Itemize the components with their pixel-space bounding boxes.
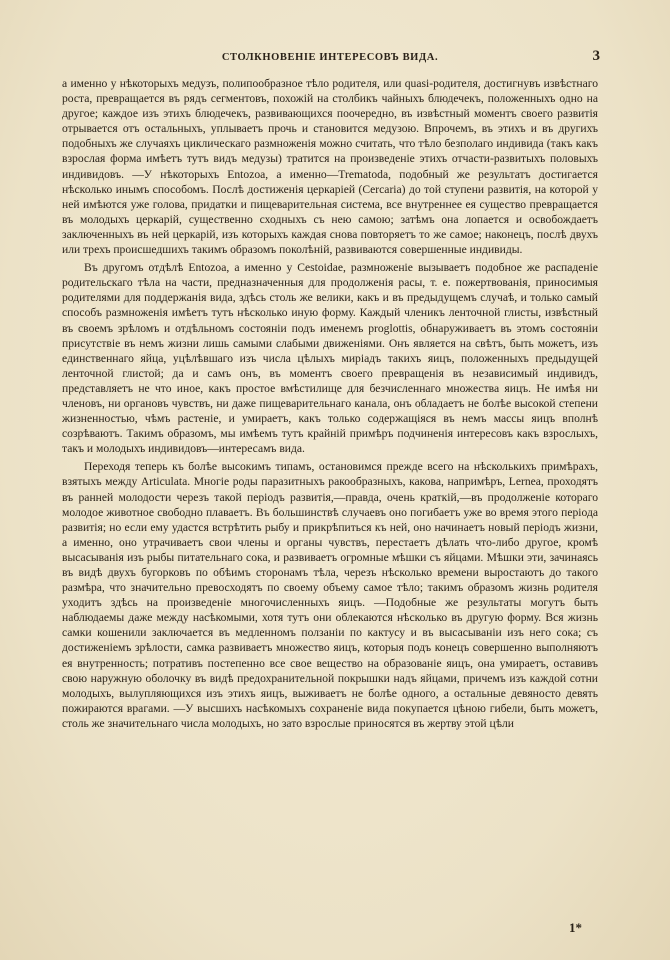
page-number: 3 [592, 48, 600, 64]
running-title: СТОЛКНОВЕНІЕ ИНТЕРЕСОВЪ ВИДА. [221, 52, 439, 63]
paragraph-1: а именно у нѣкоторыхъ медузъ, полипообразное тѣло родителя, или quasi-родителя, достигнувъ извѣстнаго роста, превращается въ рядъ сегментовъ, похожій на столбикъ чайныхъ блюдечекъ, положенныхъ одно на другое; каждое изъ этихъ блюдечекъ, развивающихся поочередно, въ извѣстный моментъ своего развитія отрывается отъ остальныхъ, уплываетъ прочь и становится медузою. Впрочемъ, въ этихъ и въ другихъ подобныхъ же случаяхъ циклическаго размноженія можно считать, что тѣло безполаго индивида (такъ какъ взрослая форма имѣетъ тутъ видъ медузы) тратится на произведеніе этихъ отчасти-развитыхъ половыхъ индивидовъ. —У нѣкоторыхъ Entozoa, а именно—Trematoda, подобный же результатъ достигается нѣсколько инымъ способомъ. Послѣ достиженія церкаріей (Cercaria) до той ступени развитія, на которой у ней имѣются уже голова, придатки и пищеварительная система, все внутреннее ея существо превращается въ молодыхъ церкарій, существенно сходныхъ съ нею самою; затѣмъ она лопается и освобождаетъ заключенныхъ въ ней церкарій, изъ которыхъ каждая снова повторяетъ то же самое; наконецъ, послѣ двухъ или трехъ происшедшихъ такимъ образомъ поколѣній, развиваются совершенные индивиды. [62, 77, 598, 257]
signature-mark: 1* [569, 920, 582, 935]
body-text [62, 76, 598, 734]
paragraph-3: Переходя теперь къ болѣе высокимъ типамъ, остановимся прежде всего на нѣсколькихъ примѣрахъ, взятыхъ между Articulata. Многіе роды паразитныхъ ракообразныхъ, какова, напримѣръ, Lernea, проходятъ въ ранней молодости черезъ такой періодъ развитія,—правда, очень краткій,—въ продолженіе котораго молодое животное свободно плаваетъ. Въ большинствѣ случаевъ оно погибаетъ уже во время этого періода развитія; но если ему удастся встрѣтить рыбу и прикрѣпиться къ ней, оно начинаетъ новый періодъ жизни, а именно, оно утрачиваетъ свои члены и органы чувствъ, перестаетъ дѣлать что-либо другое, кромѣ высасыванія изъ рыбы питательнаго сока, и развиваетъ огромные мѣшки съ яйцами. Мѣшки эти, зачинаясь въ видѣ двухъ бугорковъ по обѣимъ сторонамъ тѣла, черезъ нѣсколько времени выростаютъ до такого размѣра, что значительно превосходятъ по своему объему самое тѣло; такимъ образомъ жизнь родителя уходитъ здѣсь на произведеніе многочисленныхъ яицъ. —Подобные же результаты могутъ быть наблюдаемы даже между насѣкомыми, хотя тутъ они облекаются нѣсколько въ другую форму. Вся жизнь самки кошенили заключается въ медленномъ ползаніи по кактусу и въ высасываніи изъ него сока; съ достиженіемъ зрѣлости, самка развиваетъ множество яицъ, которыя подъ конецъ совершенно выполняютъ ея внутренность; потративъ постепенно все свое вещество на образованіе яицъ, она умираетъ, оставивъ свою наружную оболочку въ видѣ предохранительной покрышки надъ яйцами, причемъ изъ каждой сотни молодыхъ, вылупляющихся изъ этихъ яицъ, выживаетъ не болѣе одного, а остальные девяносто девять пожираются врагами. —У высшихъ насѣкомыхъ сохраненіе вида покупается цѣною гибели, быть можетъ, столь же значительнаго числа молодыхъ, но зато взрослые приносятся въ жертву этой цѣли [62, 460, 598, 730]
paragraph-2: Въ другомъ отдѣлѣ Entozoa, а именно у Cestoidae, размноженіе вызываетъ подобное же распаденіе родительскаго тѣла на части, предназначенныя для продолженія расы, т. е. пожертвованія, приносимыя родителями для поддержанія вида, здѣсь столь же велики, какъ и въ предыдущемъ случаѣ, и только самый способъ размноженія имѣетъ тутъ нѣсколько иную форму. Каждый членикъ ленточной глисты, извѣстный въ своемъ зрѣломъ и отдѣльномъ состояніи подъ именемъ proglottis, обнаруживаетъ въ этомъ состояніи присутствіе въ немъ жизни лишь самыми слабыми движеніями. Онъ является на свѣтъ, быть можетъ, изъ единственнаго яйца, уцѣлѣвшаго изъ числа цѣлыхъ миріадъ такихъ яицъ, положенныхъ предыдущей ленточной глистой; да и самъ онъ, въ моментъ своего превращенія въ независимый индивидъ, представляетъ не что иное, какъ простое вмѣстилище для безчисленнаго множества яицъ. Не имѣя ни членовъ, ни органовъ чувствъ, ни даже пищеварительнаго канала, онъ обладаетъ не болѣе высокой степени жизненностью, чѣмъ растеніе, и умираетъ, какъ только содержащіяся въ немъ массы яицъ вполнѣ созрѣваютъ. Такимъ образомъ, мы имѣемъ тутъ крайній примѣръ подчиненія интересовъ какъ взрослыхъ, такъ и молодыхъ индивидовъ—интересамъ вида. [62, 261, 598, 456]
page-header [60, 50, 600, 70]
